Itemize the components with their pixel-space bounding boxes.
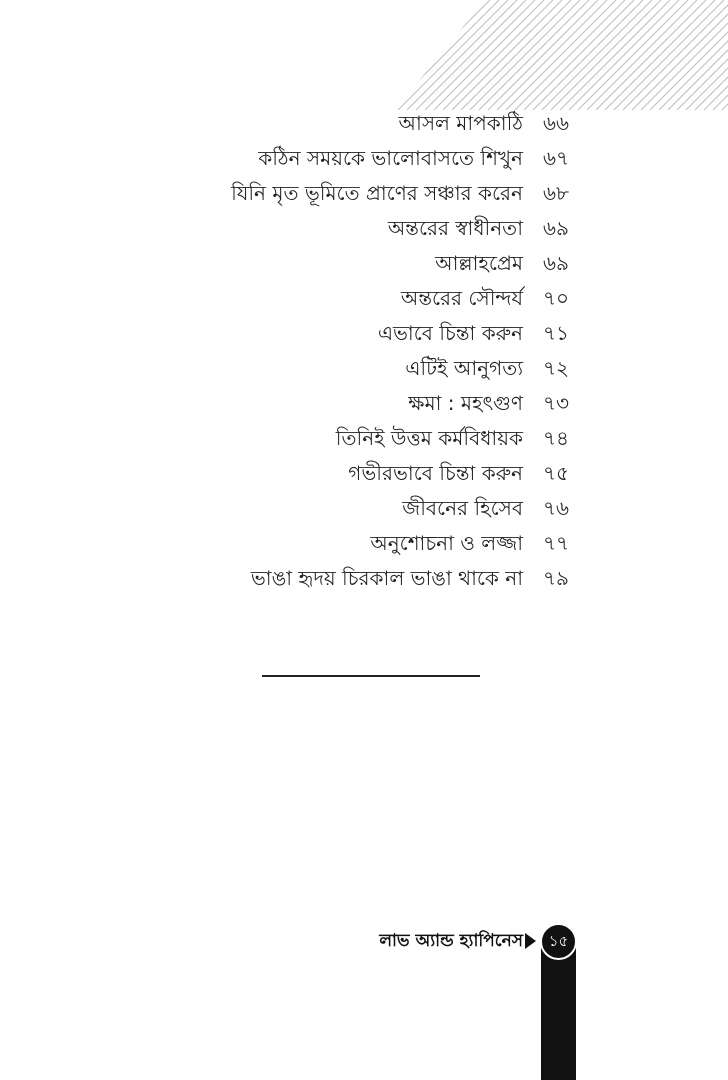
toc-entry-title: গভীরভাবে চিন্তা করুন bbox=[348, 461, 523, 485]
toc-entry bbox=[0, 211, 728, 246]
toc-entry-page: ৭৫ bbox=[543, 461, 569, 485]
section-divider bbox=[262, 675, 480, 677]
toc-entry-page: ৭১ bbox=[543, 321, 569, 345]
toc-entry bbox=[0, 246, 728, 281]
toc-entry-title: আসল মাপকাঠি bbox=[398, 111, 523, 135]
toc-entry-page: ৭৩ bbox=[543, 391, 570, 415]
toc-entry-page: ৬৯ bbox=[543, 216, 569, 240]
toc-entry bbox=[0, 351, 728, 386]
page-number-badge: ১৫ bbox=[540, 923, 577, 960]
book-title: লাভ অ্যান্ড হ্যাপিনেস bbox=[379, 931, 523, 951]
toc-entry-title: ভাঙা হৃদয় চিরকাল ভাঙা থাকে না bbox=[250, 566, 523, 590]
toc-entry bbox=[0, 386, 728, 421]
toc-entry-title: অন্তরের সৌন্দর্য bbox=[400, 286, 523, 310]
toc-entry bbox=[0, 106, 728, 141]
arrow-right-icon bbox=[525, 933, 536, 949]
toc-entry-title: এটিই আনুগত্য bbox=[405, 356, 523, 380]
toc-entry-title: আল্লাহপ্রেম bbox=[435, 251, 523, 275]
toc-entry-title: কঠিন সময়কে ভালোবাসতে শিখুন bbox=[258, 146, 523, 170]
toc-entry-page: ৭৪ bbox=[543, 426, 569, 450]
toc-entry-page: ৬৭ bbox=[543, 146, 570, 170]
toc-entry bbox=[0, 176, 728, 211]
toc-entry bbox=[0, 421, 728, 456]
decorative-hatch-pattern bbox=[0, 0, 728, 110]
page-tab-bar bbox=[541, 940, 576, 1080]
toc-entry bbox=[0, 456, 728, 491]
toc-entry bbox=[0, 526, 728, 561]
toc-entry bbox=[0, 491, 728, 526]
table-of-contents bbox=[0, 106, 728, 596]
toc-entry-page: ৬৬ bbox=[543, 111, 570, 135]
toc-entry bbox=[0, 561, 728, 596]
toc-entry bbox=[0, 141, 728, 176]
toc-entry-title: তিনিই উত্তম কর্মবিধায়ক bbox=[335, 426, 523, 450]
toc-entry-page: ৭৭ bbox=[543, 531, 570, 555]
toc-entry-page: ৬৯ bbox=[543, 251, 569, 275]
toc-entry-title: যিনি মৃত ভূমিতে প্রাণের সঞ্চার করেন bbox=[231, 181, 523, 205]
toc-entry-page: ৭৯ bbox=[543, 566, 569, 590]
toc-entry-page: ৬৮ bbox=[543, 181, 569, 205]
toc-entry-title: অন্তরের স্বাধীনতা bbox=[387, 216, 523, 240]
toc-entry bbox=[0, 316, 728, 351]
toc-entry-title: এভাবে চিন্তা করুন bbox=[377, 321, 523, 345]
toc-entry-title: ক্ষমা : মহৎগুণ bbox=[408, 391, 523, 415]
toc-entry-title: জীবনের হিসেব bbox=[402, 496, 523, 520]
toc-entry-page: ৭০ bbox=[543, 286, 570, 310]
toc-entry-title: অনুশোচনা ও লজ্জা bbox=[370, 531, 523, 555]
toc-entry-page: ৭৬ bbox=[543, 496, 570, 520]
toc-entry bbox=[0, 281, 728, 316]
toc-entry-page: ৭২ bbox=[543, 356, 570, 380]
